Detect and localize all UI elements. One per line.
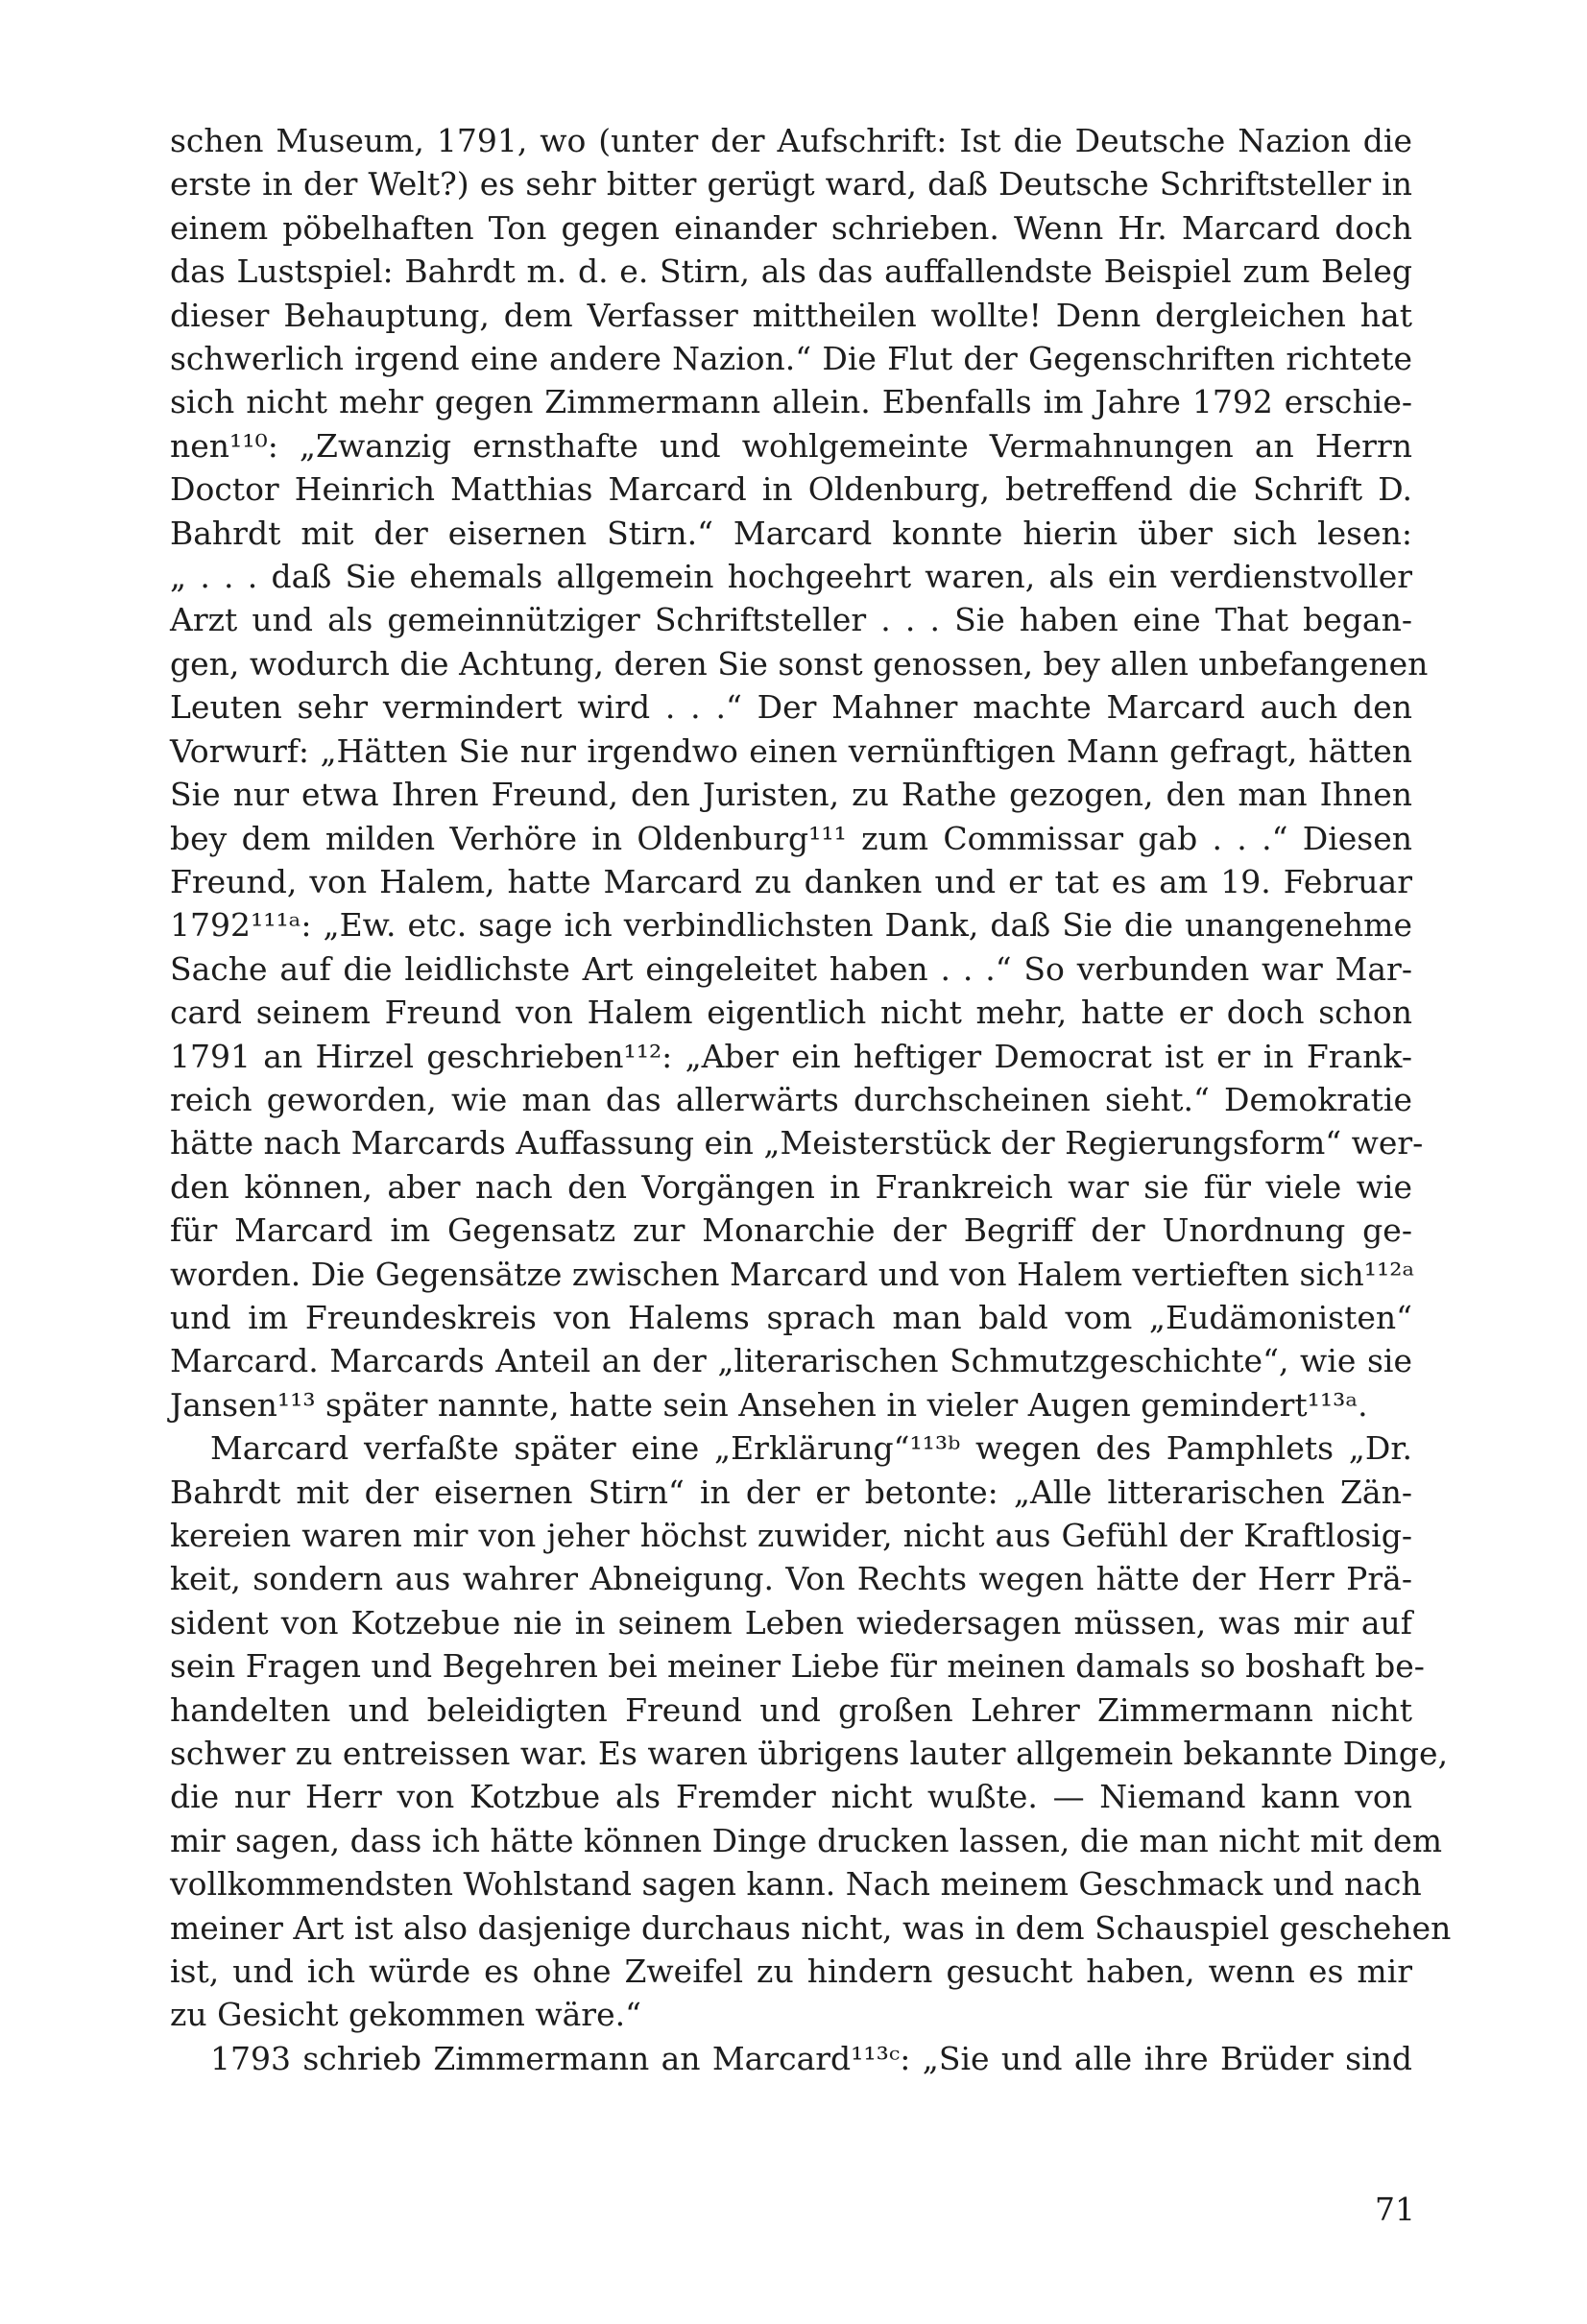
text-line: Bahrdt mit der eisernen Stirn“ in der er betonte: „Alle litterarischen Zän- — [170, 1473, 1412, 1511]
text-line: sident von Kotzebue nie in seinem Leben wiedersagen müssen, was mir auf — [170, 1603, 1412, 1641]
paragraph-3 — [170, 2037, 1412, 2080]
text-line: kereien waren mir von jeher höchst zuwider, nicht aus Gefühl der Kraftlosig- — [170, 1517, 1412, 1554]
text-line: „ . . . daß Sie ehemals allgemein hochgeehrt waren, als ein verdienstvoller — [170, 558, 1412, 596]
text-line: card seinem Freund von Halem eigentlich nicht mehr, hatte er doch schon — [170, 994, 1412, 1032]
text-line: zu Gesicht gekommen wäre.“ — [170, 1996, 641, 2034]
text-line: Bahrdt mit der eisernen Stirn.“ Marcard konnte hierin über sich lesen: — [170, 514, 1412, 552]
text-line: 1793 schrieb Zimmermann an Marcard¹¹³ᶜ: „Sie und alle ihre Brüder sind — [210, 2039, 1412, 2077]
text-line: schwer zu entreissen war. Es waren übrigens lauter allgemein bekannte Dinge, — [170, 1735, 1449, 1773]
text-line: und im Freundeskreis von Halems sprach man bald vom „Eudämonisten“ — [170, 1298, 1412, 1336]
text-line: die nur Herr von Kotzbue als Fremder nicht wußte. — Niemand kann von — [170, 1778, 1412, 1816]
text-line: Marcard verfaßte später eine „Erklärung“¹¹³ᵇ wegen des Pamphlets „Dr. — [210, 1429, 1412, 1468]
text-line: einem pöbelhaften Ton gegen einander schrieben. Wenn Hr. Marcard doch — [170, 208, 1412, 247]
text-line: schwerlich irgend eine andere Nazion.“ Die Flut der Gegenschriften richtete — [170, 340, 1412, 378]
text-line: Sache auf die leidlichste Art eingeleitet haben . . .“ So verbunden war Mar- — [170, 949, 1412, 988]
page-number: 71 — [1375, 2191, 1415, 2228]
text-line: Marcard. Marcards Anteil an der „literarischen Schmutzgeschichte“, wie sie — [170, 1342, 1412, 1380]
text-line: den können, aber nach den Vorgängen in Frankreich war sie für viele wie — [170, 1167, 1412, 1206]
text-line: 1792¹¹¹ᵃ: „Ew. etc. sage ich verbindlichsten Dank, daß Sie die unangenehme — [170, 906, 1412, 945]
text-line: worden. Die Gegensätze zwischen Marcard und von Halem vertieften sich¹¹²ᵃ — [170, 1255, 1415, 1293]
body-text — [170, 119, 1452, 2080]
text-line: gen, wodurch die Achtung, deren Sie sonst genossen, bey allen unbefangenen — [170, 644, 1429, 683]
text-line: 1791 an Hirzel geschrieben¹¹²: „Aber ein heftiger Democrat ist er in Frank- — [170, 1037, 1412, 1075]
text-line: nen¹¹⁰: „Zwanzig ernsthafte und wohlgemeinte Vermahnungen an Herrn — [170, 426, 1412, 465]
text-line: bey dem milden Verhöre in Oldenburg¹¹¹ zum Commissar gab . . .“ Diesen — [170, 819, 1412, 857]
text-line: Jansen¹¹³ später nannte, hatte sein Ansehen in vieler Augen gemindert¹¹³ᵃ. — [170, 1385, 1368, 1424]
text-line: dieser Behauptung, dem Verfasser mittheilen wollte! Denn dergleichen hat — [170, 296, 1412, 334]
text-line: handelten und beleidigten Freund und großen Lehrer Zimmermann nicht — [170, 1690, 1412, 1729]
paragraph-1 — [170, 119, 1429, 1426]
text-line: meiner Art ist also dasjenige durchaus nicht, was in dem Schauspiel geschehen — [170, 1908, 1452, 1947]
text-line: Doctor Heinrich Matthias Marcard in Oldenburg, betreffend die Schrift D. — [170, 470, 1412, 509]
text-line: vollkommendsten Wohlstand sagen kann. Nach meinem Geschmack und nach — [170, 1865, 1422, 1904]
text-line: für Marcard im Gegensatz zur Monarchie der Begriff der Unordnung ge- — [170, 1211, 1412, 1250]
text-line: keit, sondern aus wahrer Abneigung. Von Rechts wegen hätte der Herr Prä- — [170, 1560, 1412, 1598]
text-line: das Lustspiel: Bahrdt m. d. e. Stirn, als das auffallendste Beispiel zum Beleg — [170, 252, 1412, 291]
text-line: mir sagen, dass ich hätte können Dinge drucken lassen, die man nicht mit dem — [170, 1821, 1443, 1859]
text-line: hätte nach Marcards Auffassung ein „Meisterstück der Regierungsform“ wer- — [170, 1124, 1424, 1162]
text-line: sich nicht mehr gegen Zimmermann allein. Ebenfalls im Jahre 1792 erschie- — [170, 383, 1412, 421]
text-line: reich geworden, wie man das allerwärts durchscheinen sieht.“ Demokratie — [170, 1080, 1412, 1118]
text-line: Arzt und als gemeinnütziger Schriftsteller . . . Sie haben eine That began- — [170, 601, 1412, 639]
text-line: Freund, von Halem, hatte Marcard zu danken und er tat es am 19. Februar — [170, 862, 1412, 900]
text-line: Sie nur etwa Ihren Freund, den Juristen, zu Rathe gezogen, den man Ihnen — [170, 776, 1412, 814]
paragraph-2 — [170, 1426, 1452, 2037]
text-line: erste in der Welt?) es sehr bitter gerügt ward, daß Deutsche Schriftsteller in — [170, 165, 1412, 204]
text-line: sein Fragen und Begehren bei meiner Liebe für meinen damals so boshaft be- — [170, 1647, 1425, 1686]
text-line: ist, und ich würde es ohne Zweifel zu hindern gesucht haben, wenn es mir — [170, 1953, 1412, 1991]
text-line: schen Museum, 1791, wo (unter der Aufschrift: Ist die Deutsche Nazion die — [170, 122, 1412, 159]
text-line: Vorwurf: „Hätten Sie nur irgendwo einen vernünftigen Mann gefragt, hätten — [170, 731, 1412, 770]
text-line: Leuten sehr vermindert wird . . .“ Der Mahner machte Marcard auch den — [170, 688, 1412, 727]
